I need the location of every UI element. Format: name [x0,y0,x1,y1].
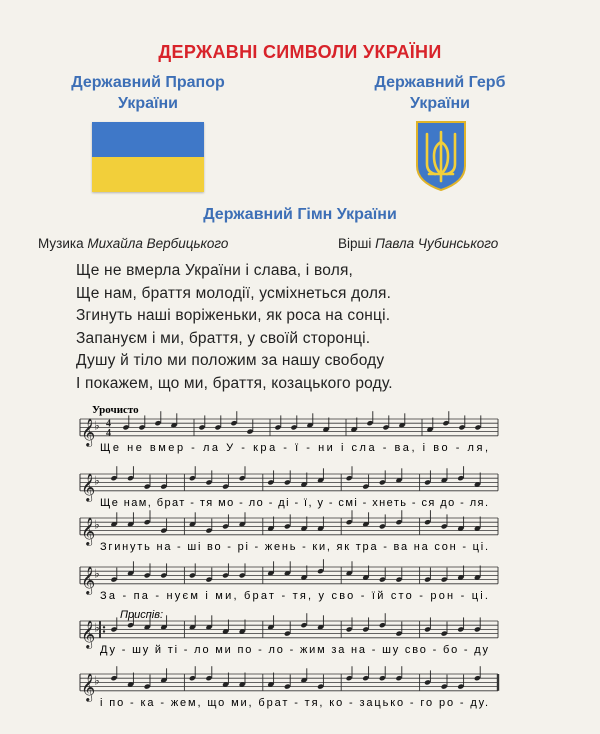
score-lyrics-line: і по - ка - жем, що ми, брат - тя, ко - зацько - го ро - ду. [100,696,489,709]
music-label: Музика [38,236,84,251]
flat-sign-icon: ♭ [94,673,100,688]
tempo-marking: Урочисто [92,404,139,416]
refrain-label: Приспів: [120,609,164,621]
score-lyrics-line: Ще нам, брат - тя мо - ло - ді - ї, у - смі - хнеть - ся до - ля. [100,496,488,509]
flag-yellow-stripe [92,157,204,192]
treble-clef-icon: 𝄞 [81,472,96,501]
lyrics-label: Вірші [338,236,372,251]
score-lyrics-line: Згинуть на - ші во - рі - жень - ки, як тра - ва на сон - ці. [100,540,488,553]
coat-heading-line-1: Державний Герб [374,74,506,91]
flat-sign-icon: ♭ [94,517,100,532]
verse-1 [76,260,391,350]
flat-sign-icon: ♭ [94,473,100,488]
coat-heading [350,72,530,114]
coat-of-arms-icon [415,120,467,192]
flag-heading [50,72,246,114]
music-author: Михайла Вербицького [87,236,229,251]
repeat-dot [103,626,105,628]
staff-system [80,411,498,709]
verse-line: І покажем, що ми, браття, козацького роду. [76,374,393,392]
verse-line: Запануєм і ми, браття, у своїй сторонці. [76,329,371,347]
time-signature-bottom: 4 [106,427,111,439]
coat-heading-line-2: України [409,95,471,112]
treble-clef-icon: 𝄞 [81,516,96,545]
treble-clef-icon: 𝄞 [81,672,96,701]
page-title: ДЕРЖАВНІ СИМВОЛИ УКРАЇНИ [158,42,442,62]
repeat-dot [103,630,105,632]
treble-clef-icon: 𝄞 [81,417,96,446]
score-lyrics-line: За - па - нуєм і ми, брат - тя, у сво - їй сто - рон - ці. [100,589,488,602]
verse-2 [76,350,393,395]
verse-line: Душу й тіло ми положим за нашу свободу [76,352,385,369]
treble-clef-icon: 𝄞 [81,619,96,648]
lyrics-credit [338,236,498,251]
score-lyrics-line: Ще не вмер - ла У - кра - ї - ни і сла - ва, і во - ля, [100,441,488,454]
anthem-title: Державний Гімн України [203,206,397,223]
ukrainian-flag [92,122,204,192]
music-credit [38,236,228,251]
score-lyrics-line: Ду - шу й ті - ло ми по - ло - жим за на - шу сво - бо - ду [100,643,488,656]
flat-sign-icon: ♭ [94,620,100,635]
flag-heading-line-1: Державний Прапор [71,74,225,91]
flat-sign-icon: ♭ [94,418,100,433]
verse-line: Згинуть наші воріженьки, як роса на сонці. [76,307,391,324]
verse-line: Ще нам, браття молодії, усміхнеться доля. [76,284,392,302]
flag-heading-line-2: України [117,95,179,112]
sheet-music [0,396,600,734]
flat-sign-icon: ♭ [94,566,100,581]
lyrics-author: Павла Чубинського [375,236,499,251]
flag-blue-stripe [92,122,204,157]
treble-clef-icon: 𝄞 [81,565,96,594]
verse-line: Ще не вмерла України і слава, і воля, [76,262,354,279]
time-signature-top: 4 [106,418,111,430]
